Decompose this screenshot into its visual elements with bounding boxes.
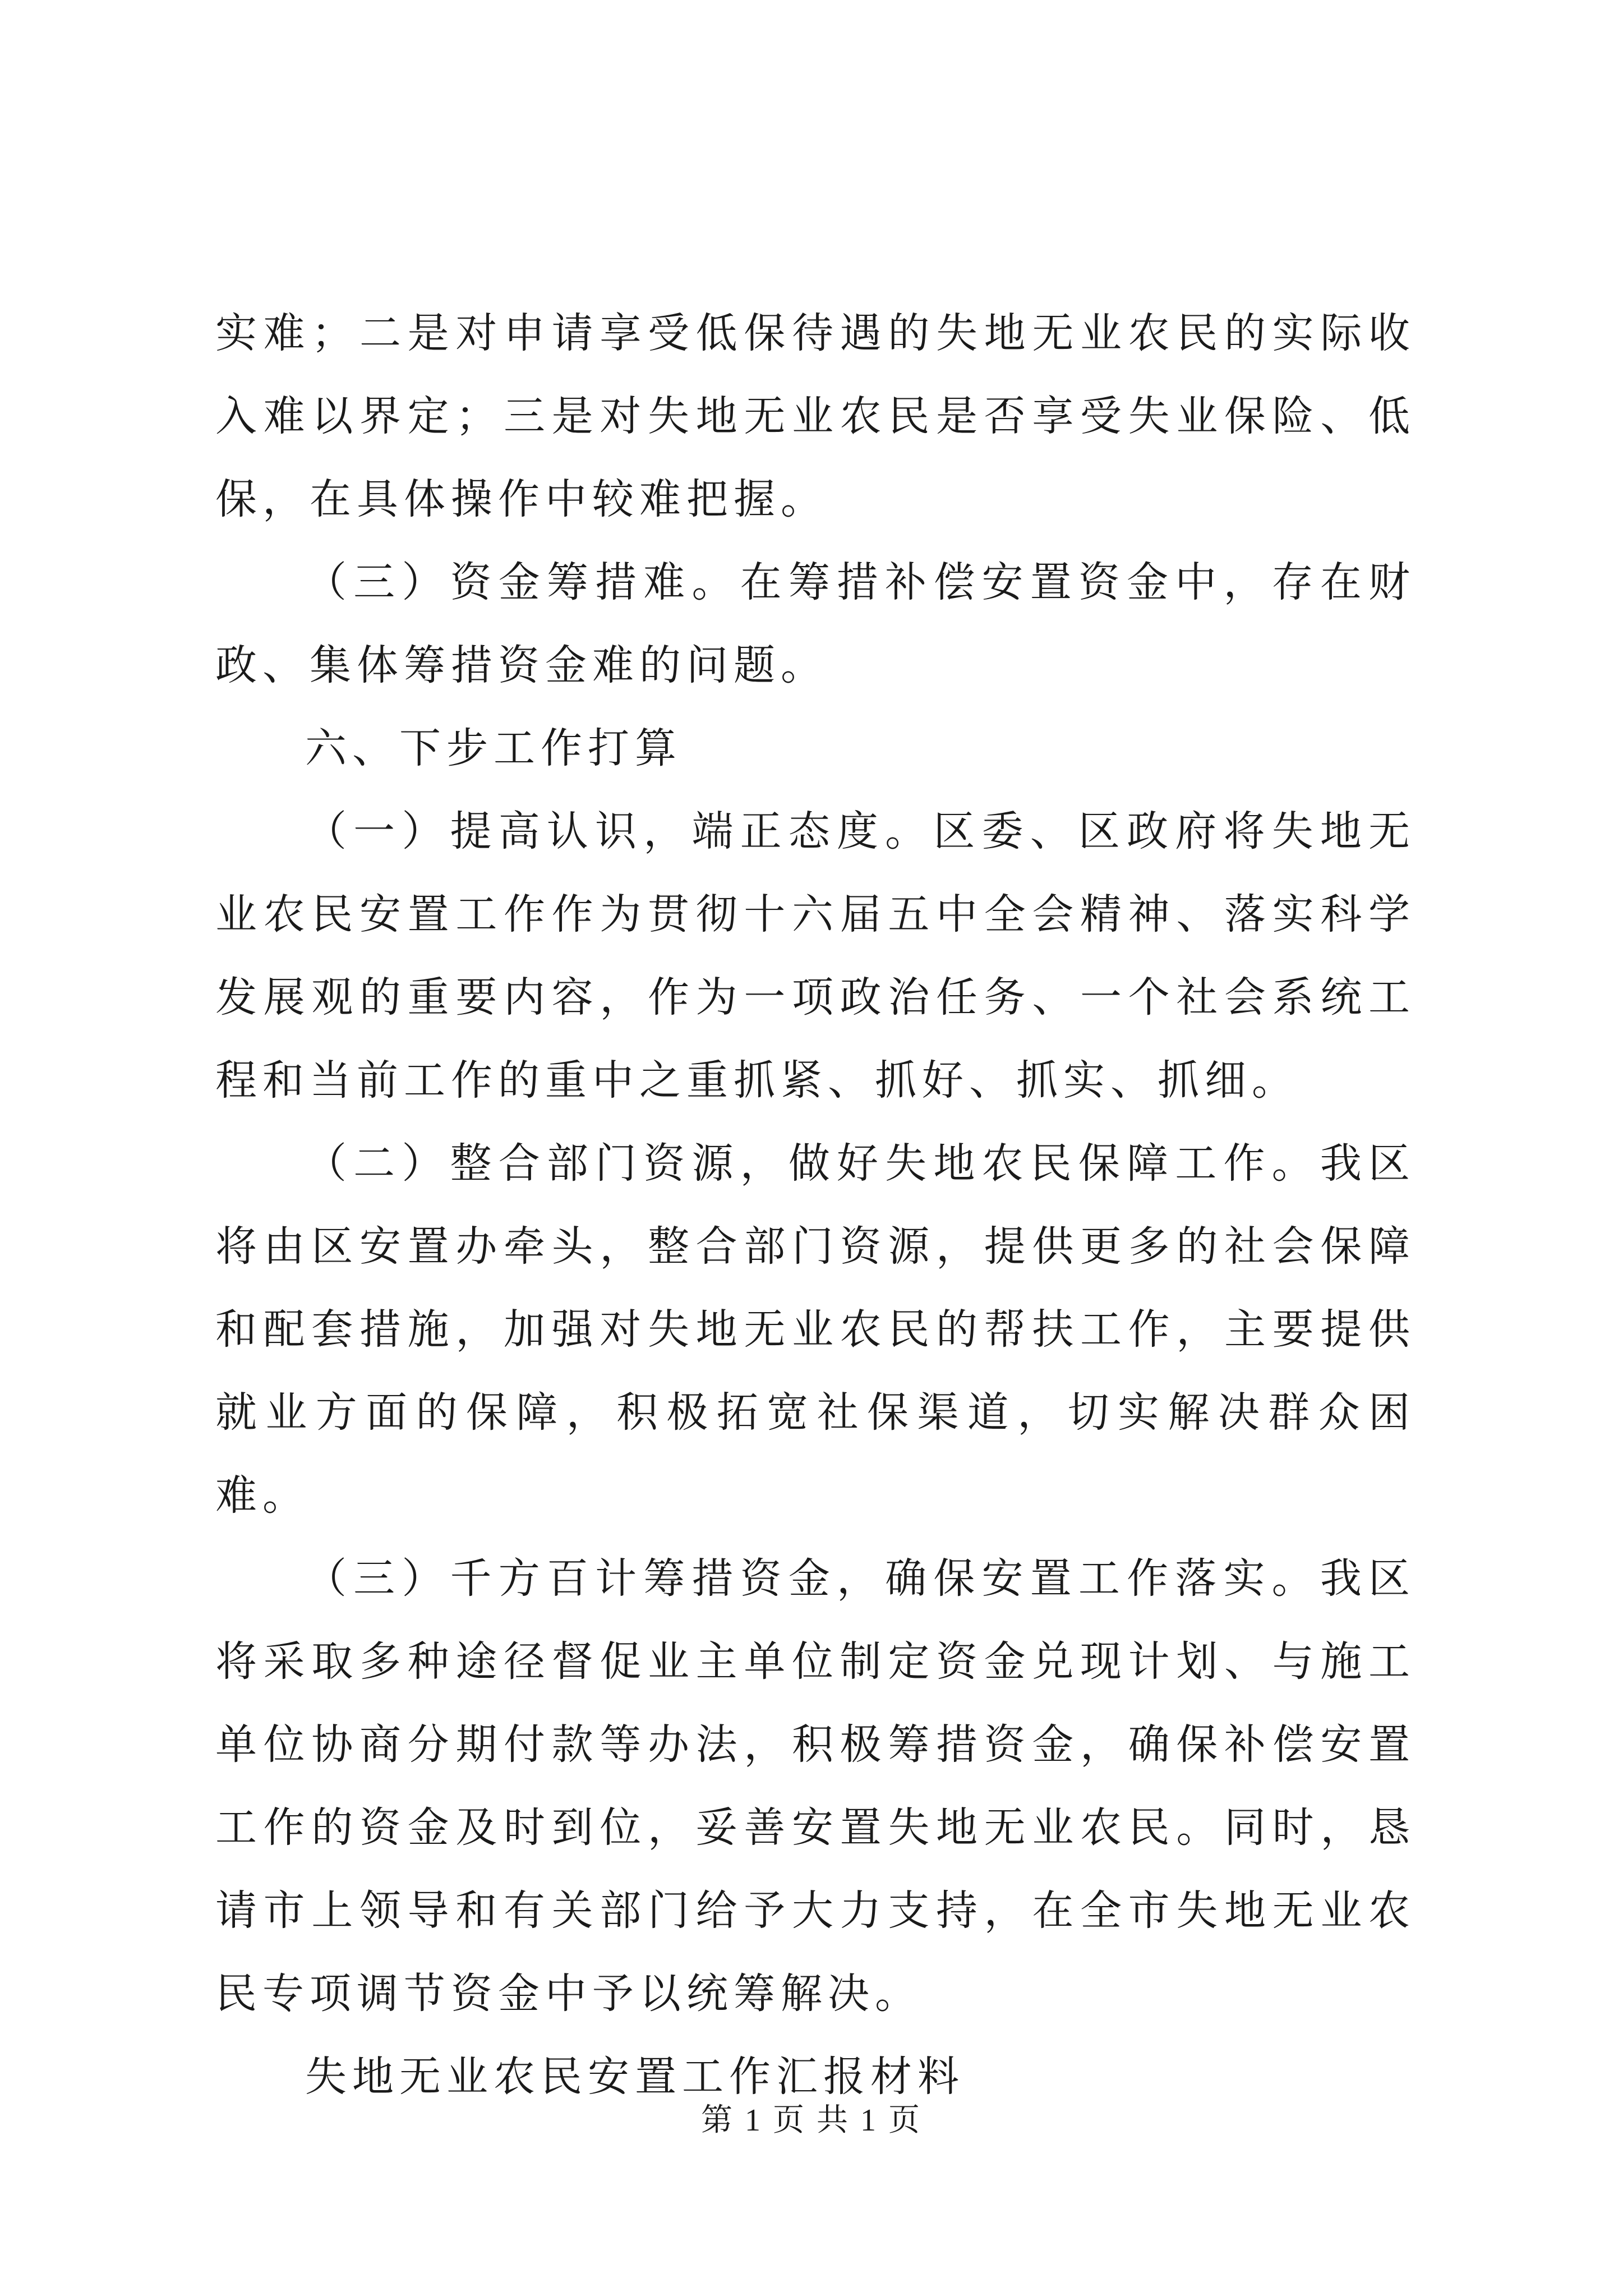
paragraph-funding-difficulty: （三）资金筹措难。在筹措补偿安置资金中，存在财政、集体筹措资金难的问题。 <box>215 558 1415 689</box>
document-body <box>215 292 1415 2118</box>
document-title-line: 失地无业农民安置工作汇报材料 <box>305 2053 965 2101</box>
paragraph-raise-funds: （三）千方百计筹措资金，确保安置工作落实。我区将采取多种途径督促业主单位制定资金兑现计划、与施工单位协商分期付款等办法，积极筹措资金，确保补偿安置工作的资金及时到位，妥善安置失地无业农民。同时，恳请市上领导和有关部门给予大力支持，在全市失地无业农民专项调节资金中予以统筹解决。 <box>215 1554 1415 2018</box>
paragraph-integrate-resources: （二）整合部门资源，做好失地农民保障工作。我区将由区安置办牵头，整合部门资源，提供更多的社会保障和配套措施，加强对失地无业农民的帮扶工作，主要提供就业方面的保障，积极拓宽社保渠道，切实解决群众困难。 <box>215 1139 1415 1520</box>
paragraph-continuation: 实难；二是对申请享受低保待遇的失地无业农民的实际收入难以界定；三是对失地无业农民是否享受失业保险、低保，在具体操作中较难把握。 <box>215 309 1415 523</box>
page-footer: 第 1 页 共 1 页 <box>701 2103 922 2138</box>
paragraph-raise-awareness: （一）提高认识，端正态度。区委、区政府将失地无业农民安置工作作为贯彻十六届五中全会精神、落实科学发展观的重要内容，作为一项政治任务、一个社会系统工程和当前工作的重中之重抓紧、抓好、抓实、抓细。 <box>215 807 1415 1105</box>
section-heading-next-steps: 六、下步工作打算 <box>305 724 682 772</box>
